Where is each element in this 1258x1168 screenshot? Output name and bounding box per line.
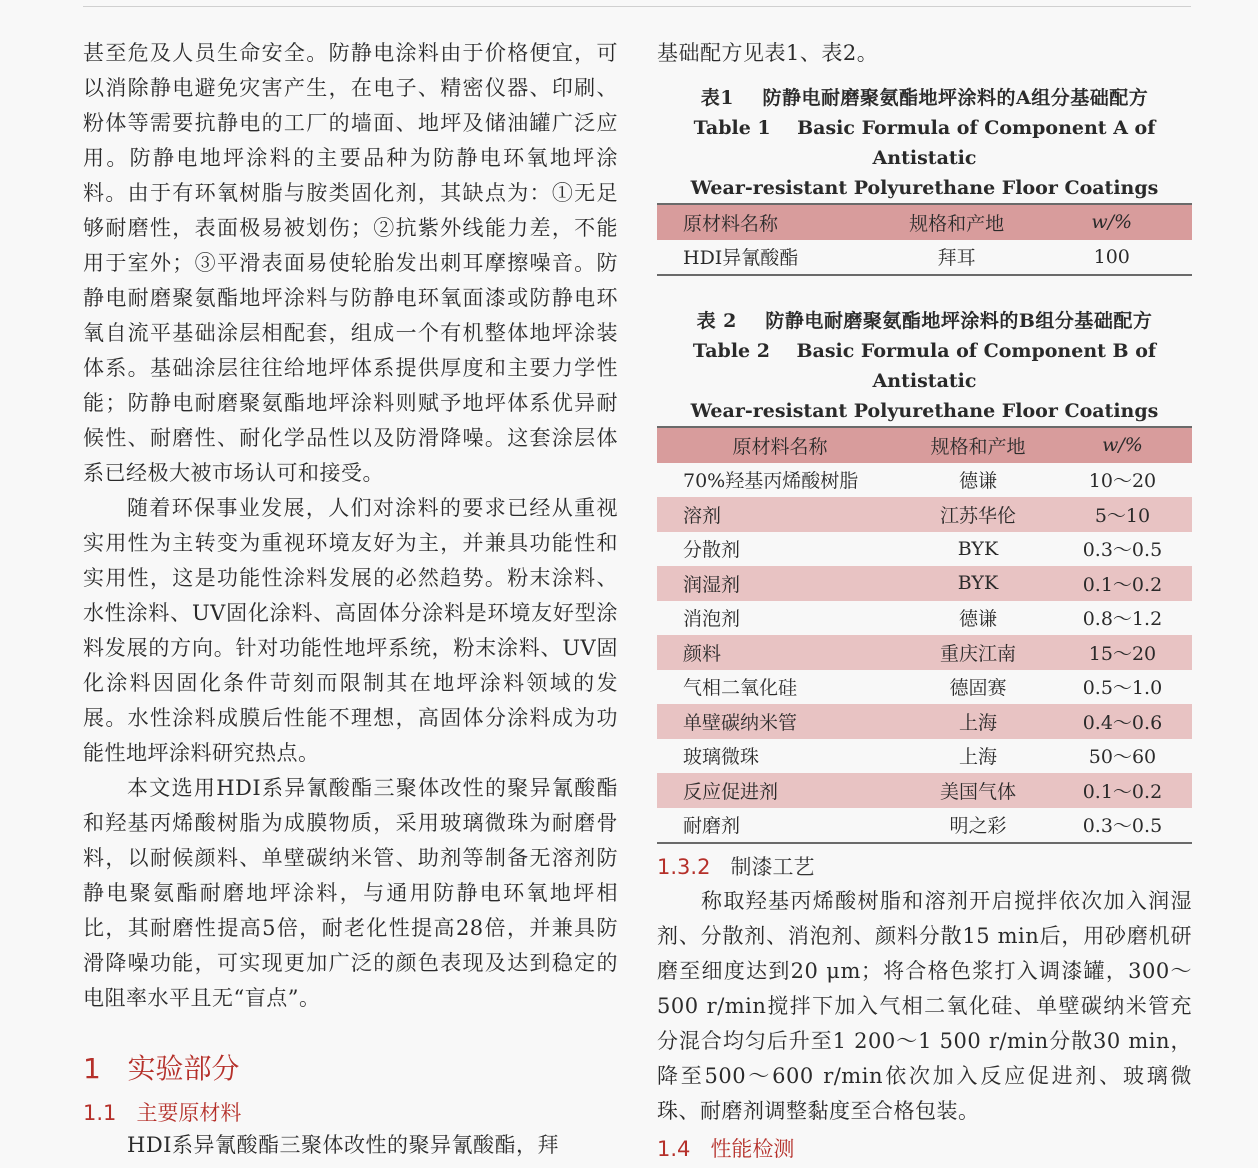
table-row — [657, 808, 1192, 844]
section-1-3-2-title: 制漆工艺 — [730, 855, 815, 879]
table-cell-weight: 0.5～1.0 — [1082, 677, 1163, 700]
top-rule — [83, 6, 1191, 7]
table-cell-weight: 0.3～0.5 — [1082, 539, 1163, 562]
table-2-header-source: 规格和产地 — [930, 435, 1026, 458]
section-1-1-title: 主要原材料 — [136, 1101, 242, 1125]
section-1-1-heading — [83, 1098, 241, 1128]
table-cell-source: 上海 — [958, 711, 997, 734]
table-2-caption — [657, 306, 1192, 426]
process-paragraph-wrap — [657, 884, 1192, 1129]
right-column — [657, 36, 1192, 844]
section-1-heading — [83, 1050, 240, 1088]
table-row — [657, 601, 1192, 636]
table-cell-source: 德固赛 — [949, 677, 1007, 700]
table-row — [657, 532, 1192, 567]
section-1-1-number: 1.1 — [83, 1101, 117, 1125]
table-row — [657, 670, 1192, 705]
paragraph-antistatic-intro: 甚至危及人员生命安全。防静电涂料由于价格便宜，可以消除静电避免灾害产生，在电子、精密仪器、印刷、粉体等需要抗静电的工厂的墙面、地坪及储油罐广泛应用。防静电地坪涂料的主要品种为防静电环氧地坪涂料。由于有环氧树脂与胺类固化剂，其缺点为：①无足够耐磨性，表面极易被划伤；②抗紫外线能力差，不能用于室外；③平滑表面易使轮胎发出刺耳摩擦噪音。防静电耐磨聚氨酯地坪涂料与防静电环氧面漆或防静电环氧自流平基础涂层相配套，组成一个有机整体地坪涂装体系。基础涂层往往给地坪体系提供厚度和主要力学性能；防静电耐磨聚氨酯地坪涂料则赋予地坪体系优异耐候性、耐磨性、耐化学品性以及防滑降噪。这套涂层体系已经极大被市场认可和接受。 — [83, 41, 618, 485]
table-2-header-name: 原材料名称 — [732, 435, 828, 458]
table-cell-weight: 50～60 — [1088, 746, 1157, 769]
section-1-3-2-number: 1.3.2 — [657, 855, 711, 879]
table-cell-weight: 0.3～0.5 — [1082, 815, 1163, 838]
table-cell-weight: 0.1～0.2 — [1082, 780, 1163, 803]
table-2-header-row — [657, 427, 1192, 463]
table-cell-source: 江苏华伦 — [939, 504, 1016, 527]
table-cell-source: 明之彩 — [949, 815, 1007, 838]
table-row — [657, 739, 1192, 774]
table-2 — [657, 426, 1192, 844]
table-cell-name: 消泡剂 — [683, 608, 741, 631]
paragraph-environment: 随着环保事业发展，人们对涂料的要求已经从重视实用性为主转变为重视环境友好为主，并兼具功能性和实用性，这是功能性涂料发展的必然趋势。粉末涂料、水性涂料、UV固化涂料、高固体分涂料是环境友好型涂料发展的方向。针对功能性地坪系统，粉末涂料、UV固化涂料因固化条件苛刻而限制其在地坪涂料领域的发展。水性涂料成膜后性能不理想，高固体分涂料成为功能性地坪涂料研究热点。 — [83, 496, 618, 765]
table-cell-source: 上海 — [958, 746, 997, 769]
table-cell-name: 耐磨剂 — [683, 815, 741, 838]
table-1-en-number: Table 1 — [693, 117, 771, 139]
table-cell-source: 美国气体 — [939, 780, 1016, 803]
paragraph-this-work: 本文选用HDI系异氰酸酯三聚体改性的聚异氰酸酯和羟基丙烯酸树脂为成膜物质，采用玻璃微珠为耐磨骨料，以耐候颜料、单壁碳纳米管、助剂等制备无溶剂防静电聚氨酯耐磨地坪涂料，与通用防静电环氧地坪相比，其耐磨性提高5倍，耐老化性提高28倍，并兼具防滑降噪功能，可实现更加广泛的颜色表现及达到稳定的电阻率水平且无“盲点”。 — [83, 776, 618, 1010]
table-row — [657, 635, 1192, 670]
table-1-header-source: 规格和产地 — [909, 212, 1005, 235]
table-cell-name: 分散剂 — [683, 539, 741, 562]
table-row — [657, 497, 1192, 532]
section-1-4-number: 1.4 — [657, 1137, 691, 1161]
table-cell-source: BYK — [957, 572, 999, 595]
table-2-en-title-line2: Wear-resistant Polyurethane Floor Coatings — [690, 400, 1159, 422]
table-1-header-weight: w/% — [1091, 211, 1133, 234]
table-row — [657, 463, 1192, 498]
section-1-title: 实验部分 — [127, 1052, 240, 1085]
table-cell-weight: 100 — [1093, 245, 1130, 268]
table-cell-name: 单壁碳纳米管 — [683, 711, 798, 734]
table-1-en-title-line1: Basic Formula of Component A of Antistatic — [797, 117, 1156, 169]
table-2-cn-title: 防静电耐磨聚氨酯地坪涂料的B组分基础配方 — [765, 310, 1153, 332]
table-cell-weight: 0.1～0.2 — [1082, 573, 1163, 596]
table-cell-source: 重庆江南 — [939, 642, 1016, 665]
formula-intro: 基础配方见表1、表2。 — [657, 41, 879, 65]
table-cell-name: 反应促进剂 — [683, 780, 779, 803]
table-1-header-name: 原材料名称 — [683, 212, 779, 235]
section-1-4-title: 性能检测 — [710, 1137, 795, 1161]
table-cell-name: 颜料 — [683, 642, 722, 665]
table-row — [657, 773, 1192, 808]
table-cell-source: 德谦 — [958, 608, 997, 631]
table-cell-source: 德谦 — [958, 470, 997, 493]
table-row — [657, 704, 1192, 739]
table-1 — [657, 203, 1192, 276]
table-2-en-number: Table 2 — [692, 340, 770, 362]
table-cell-weight: 0.4～0.6 — [1082, 711, 1163, 734]
table-cell-name: 溶剂 — [683, 504, 722, 527]
table-cell-name: 70%羟基丙烯酸树脂 — [683, 470, 859, 493]
table-cell-source: BYK — [957, 537, 999, 560]
table-row — [657, 240, 1192, 276]
table-1-en-title-line2: Wear-resistant Polyurethane Floor Coatings — [690, 177, 1159, 199]
table-2-en-title-line1: Basic Formula of Component B of Antistatic — [796, 340, 1157, 392]
table-1-header-row — [657, 204, 1192, 240]
paragraph-process: 称取羟基丙烯酸树脂和溶剂开启搅拌依次加入润湿剂、分散剂、消泡剂、颜料分散15 min后，用砂磨机研磨至细度达到20 μm；将合格色浆打入调漆罐，300～500 r/min搅拌下加入气相二氧化硅、单壁碳纳米管充分混合均匀后升至1 200～1 500 r/min分散30 min，降至500～600 r/min依次加入反应促进剂、玻璃微珠、耐磨剂调整黏度至合格包装。 — [657, 889, 1192, 1123]
table-1-cn-number: 表1 — [700, 87, 734, 109]
section-1-3-2-heading — [657, 852, 814, 882]
table-2-cn-number: 表 2 — [696, 310, 737, 332]
section-1-number: 1 — [83, 1052, 101, 1085]
table-1-caption — [657, 83, 1192, 203]
table-2-header-weight: w/% — [1102, 434, 1143, 457]
table-cell-name: HDI异氰酸酯 — [683, 247, 799, 270]
table-cell-weight: 5～10 — [1094, 504, 1151, 527]
table-cell-weight: 10～20 — [1088, 470, 1157, 493]
table-1-cn-title: 防静电耐磨聚氨酯地坪涂料的A组分基础配方 — [762, 87, 1149, 109]
left-last-paragraph-wrap — [83, 1128, 618, 1163]
table-cell-name: 玻璃微珠 — [683, 746, 760, 769]
table-cell-name: 气相二氧化硅 — [683, 677, 798, 700]
table-row — [657, 566, 1192, 601]
table-cell-source: 拜耳 — [937, 247, 976, 270]
left-column — [83, 36, 618, 1016]
paragraph-materials: HDI系异氰酸酯三聚体改性的聚异氰酸酯，拜 — [127, 1133, 559, 1157]
section-1-4-heading — [657, 1134, 794, 1164]
table-cell-weight: 0.8～1.2 — [1082, 608, 1163, 631]
table-cell-name: 润湿剂 — [683, 573, 741, 596]
table-cell-weight: 15～20 — [1088, 642, 1157, 665]
